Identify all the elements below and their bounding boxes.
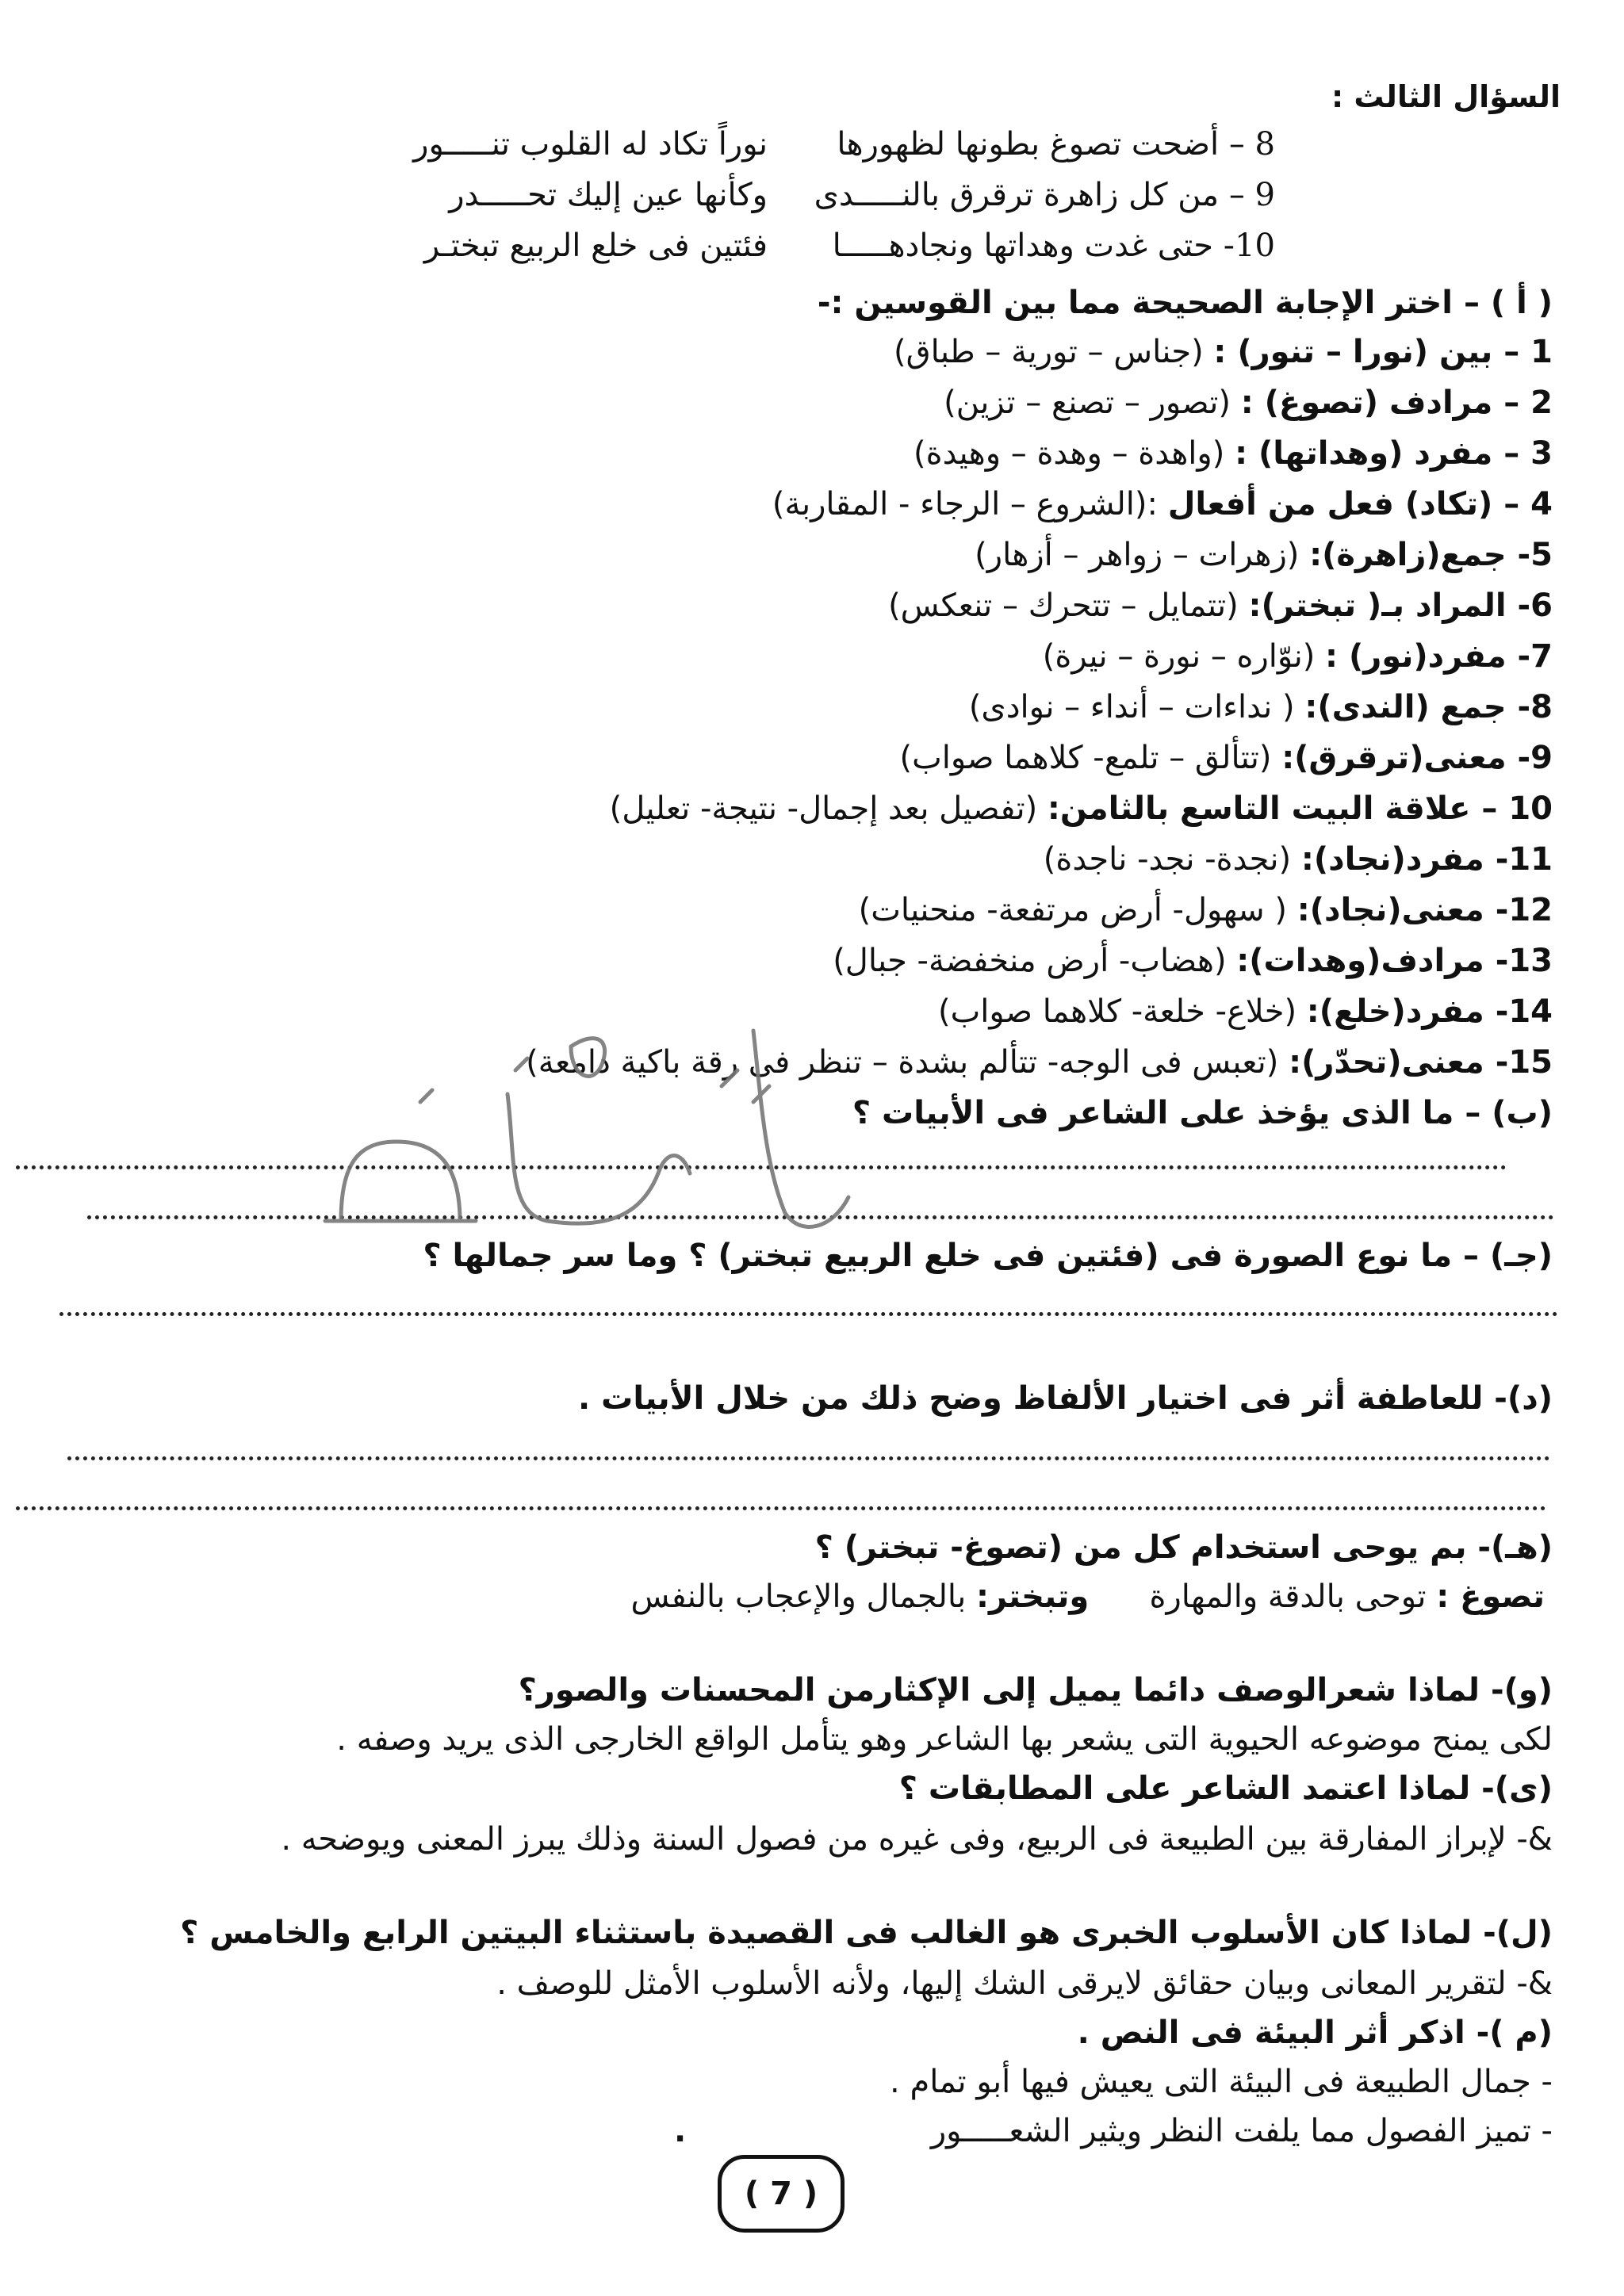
answer-line — [16, 1506, 1546, 1510]
choice-item: 11- مفرد(نجاد): (نجدة- نجد- ناجدة) — [1043, 841, 1553, 878]
choice-item: 15- معنى(تحدّر): (تعبس فى الوجه- تتألم بشدة – تنظر فى رقة باكية دامعة) — [526, 1044, 1553, 1081]
choice-item: 6- المراد بـ( تبختر): (تتمايل – تتحرك – تنعكس) — [888, 587, 1553, 624]
part-m-answer-2: - تميز الفصول مما يلفت النظر ويثير الشعـــــور — [930, 2113, 1553, 2149]
part-l-answer: &- لتقرير المعانى وبيان حقائق لايرقى الشك إليها، ولأنه الأسلوب الأمثل للوصف . — [496, 1965, 1553, 2002]
answer-line — [59, 1312, 1558, 1316]
verse-9-right: 9 – من كل زاهرة ترقرق بالنـــــدى — [814, 177, 1275, 213]
part-l-question: (ل)- لماذا كان الأسلوب الخبرى هو الغالب فى القصيدة باستثناء البيتين الرابع والخامس ؟ — [180, 1915, 1553, 1951]
part-m-question: (م )- اذكر أثر البيئة فى النص . — [1077, 2015, 1553, 2051]
page-number: ( 7 ) — [718, 2155, 845, 2233]
choice-item: 2 – مرادف (تصوغ) : (تصور – تصنع – تزين) — [944, 385, 1553, 421]
watermark-signature — [309, 983, 864, 1245]
choice-item: 12- معنى(نجاد): ( سهول- أرض مرتفعة- منحنيات) — [858, 892, 1553, 928]
part-y-answer: &- لإبراز المفارقة بين الطبيعة فى الربيع، وفى غيره من فصول السنة وذلك يبرز المعنى ويوضحه . — [281, 1821, 1553, 1858]
choice-item: 9- معنى(ترقرق): (تتألق – تلمع- كلاهما صواب) — [899, 740, 1553, 776]
trailing-dot: . — [674, 2113, 687, 2149]
part-w-question: (و)- لماذا شعرالوصف دائما يميل إلى الإكثارمن المحسنات والصور؟ — [518, 1672, 1553, 1709]
choice-item: 10 – علاقة البيت التاسع بالثامن: (تفصيل بعد إجمال- نتيجة- تعليل) — [609, 790, 1553, 827]
part-b-question: (ب) – ما الذى يؤخذ على الشاعر فى الأبيات ؟ — [852, 1095, 1553, 1131]
choice-item: 5- جمع(زاهرة): (زهرات – زواهر – أزهار) — [975, 537, 1553, 573]
answer-line — [67, 1456, 1550, 1460]
verse-9-left: وكأنها عين إليك تحـــــدر — [449, 177, 768, 213]
part-w-answer: لكى يمنح موضوعه الحيوية التى يشعر بها الشاعر وهو يتأمل الواقع الخارجى الذى يريد وصفه . — [336, 1721, 1553, 1758]
part-c-question: (جـ) – ما نوع الصورة فى (فئتين فى خلع الربيع تبختر) ؟ وما سر جمالها ؟ — [423, 1238, 1553, 1274]
verse-8-right: 8 – أضحت تصوغ بطونها لظهورها — [837, 126, 1275, 163]
part-a-title: ( أ ) – اختر الإجابة الصحيحة مما بين القوسين :- — [817, 285, 1553, 321]
part-y-question: (ى)- لماذا اعتمد الشاعر على المطابقات ؟ — [898, 1770, 1553, 1807]
choice-item: 1 – بين (نورا – تنور) : (جناس – تورية – طباق) — [893, 334, 1553, 370]
choice-item: 8- جمع (الندى): ( نداءات – أنداء – نوادى) — [968, 689, 1553, 725]
choice-item: 13- مرادف(وهدات): (هضاب- أرض منخفضة- جبال) — [833, 943, 1553, 979]
choice-item: 3 – مفرد (وهداتها) : (واهدة – وهدة – وهيدة) — [914, 435, 1553, 472]
part-h-question: (هـ)- بم يوحى استخدام كل من (تصوغ- تبختر) ؟ — [814, 1529, 1553, 1566]
question-title: السؤال الثالث : — [1331, 79, 1561, 114]
verse-10-right: 10- حتى غدت وهداتها ونجادهـــــا — [832, 228, 1275, 264]
choice-item: 4 – (تكاد) فعل من أفعال :(الشروع – الرجاء - المقاربة) — [772, 486, 1553, 522]
part-h-answer: تصوغ : توحى بالدقة والمهارة وتبختر: بالجمال والإعجاب بالنفس — [630, 1578, 1545, 1615]
part-m-answer-1: - جمال الطبيعة فى البيئة التى يعيش فيها أبو تمام . — [890, 2064, 1553, 2100]
verse-8-left: نوراً تكاد له القلوب تنـــــور — [413, 126, 768, 163]
choice-item: 7- مفرد(نور) : (نوّاره – نورة – نيرة) — [1042, 638, 1553, 675]
verse-10-left: فئتين فى خلع الربيع تبختـر — [423, 228, 768, 264]
choice-item: 14- مفرد(خلع): (خلاع- خلعة- كلاهما صواب) — [937, 993, 1553, 1030]
part-d-question: (د)- للعاطفة أثر فى اختيار الألفاظ وضح ذلك من خلال الأبيات . — [578, 1380, 1553, 1417]
